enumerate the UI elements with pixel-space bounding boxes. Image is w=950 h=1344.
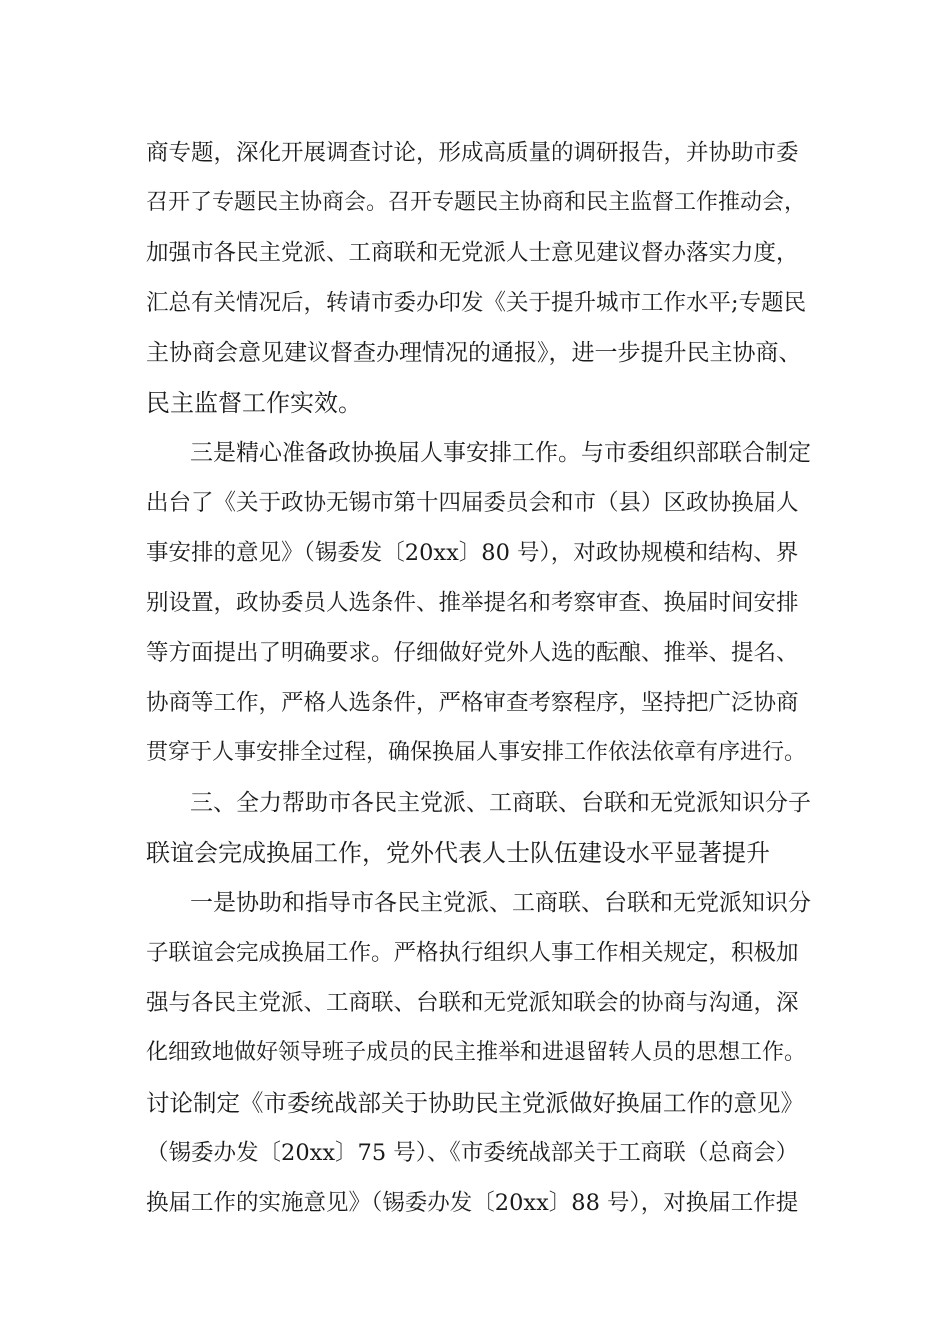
text-line: 子联谊会完成换届工作。严格执行组织人事工作相关规定，积极加 [146, 940, 799, 966]
paragraph-first-line: 一是协助和指导市各民主党派、工商联、台联和无党派知识分 [190, 890, 811, 916]
text-line: 召开了专题民主协商会。召开专题民主协商和民主监督工作推动会， [146, 190, 807, 215]
text-line: 化细致地做好领导班子成员的民主推举和进退留转人员的思想工作。 [146, 1040, 807, 1065]
text-line: 出台了《关于政协无锡市第十四届委员会和市（县）区政协换届人 [146, 490, 799, 516]
text-line: 事安排的意见》（锡委发〔20xx〕80 号），对政协规模和结构、界 [146, 540, 799, 566]
text-line: 加强市各民主党派、工商联和无党派人士意见建议督办落实力度， [146, 240, 799, 266]
section-heading-line: 联谊会完成换届工作，党外代表人士队伍建设水平显著提升 [146, 839, 770, 867]
text-line: 民主监督工作实效。 [146, 389, 362, 417]
text-line: 汇总有关情况后，转请市委办印发《关于提升城市工作水平;专题民 [146, 290, 807, 316]
text-line: 主协商会意见建议督查办理情况的通报》，进一步提升民主协商、 [146, 340, 802, 366]
text-line: 协商等工作，严格人选条件，严格审查考察程序，坚持把广泛协商 [146, 690, 799, 716]
text-line: 商专题，深化开展调查讨论，形成高质量的调研报告，并协助市委 [146, 140, 799, 166]
text-line: 等方面提出了明确要求。仔细做好党外人选的酝酿、推举、提名、 [146, 640, 799, 666]
section-heading-line: 三、全力帮助市各民主党派、工商联、台联和无党派知识分子 [190, 790, 811, 816]
paragraph-first-line: 三是精心准备政协换届人事安排工作。与市委组织部联合制定 [190, 440, 811, 466]
text-line: 贯穿于人事安排全过程，确保换届人事安排工作依法依章有序进行。 [146, 740, 807, 765]
text-line: 换届工作的实施意见》（锡委办发〔20xx〕88 号），对换届工作提 [146, 1190, 799, 1216]
text-line: （锡委办发〔20xx〕75 号）、《市委统战部关于工商联（总商会） [146, 1140, 799, 1166]
text-line: 别设置，政协委员人选条件、推举提名和考察审查、换届时间安排 [146, 590, 799, 616]
text-line: 讨论制定《市委统战部关于协助民主党派做好换届工作的意见》 [146, 1089, 804, 1117]
text-line: 强与各民主党派、工商联、台联和无党派知联会的协商与沟通，深 [146, 990, 799, 1016]
